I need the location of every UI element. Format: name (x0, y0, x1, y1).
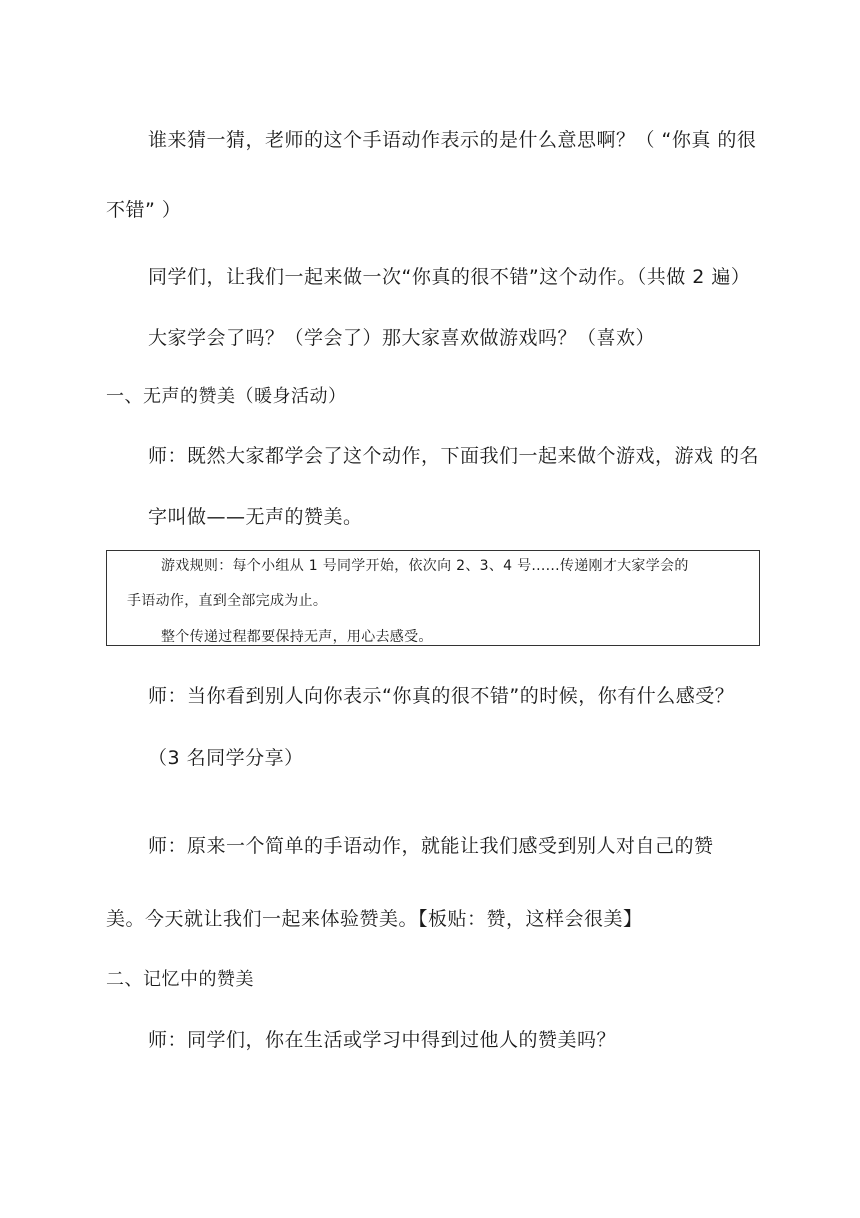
paragraph-game-intro-line2: 字叫做——无声的赞美。 (148, 506, 363, 528)
section-title-silent-praise: 一、无声的赞美（暖身活动） (106, 386, 347, 407)
paragraph-praise-line1: 师：原来一个简单的手语动作，就能让我们感受到别人对自己的赞 (148, 835, 714, 857)
paragraph-feeling-question: 师：当你看到别人向你表示“你真的很不错”的时候，你有什么感受？ (148, 685, 735, 707)
paragraph-learned: 大家学会了吗？（学会了）那大家喜欢做游戏吗？（喜欢） (148, 327, 656, 349)
game-rules-line3: 整个传递过程都要保持无声，用心去感受。 (161, 629, 433, 645)
section-title-memory-praise: 二、记忆中的赞美 (106, 969, 254, 990)
game-rules-line1: 游戏规则：每个小组从 1 号同学开始，依次向 2、3、4 号......传递刚才大家学会的 (161, 558, 689, 574)
paragraph-guess-line2: 不错” ） (106, 199, 182, 221)
paragraph-guess-line1: 谁来猜一猜，老师的这个手语动作表示的是什么意思啊？（ “你真 的很 (148, 129, 757, 151)
paragraph-praise-line2: 美。今天就让我们一起来体验赞美。【板贴：赞，这样会很美】 (106, 908, 643, 930)
game-rules-line2: 手语动作，直到全部完成为止。 (127, 593, 328, 609)
game-rules-box (106, 550, 760, 646)
paragraph-game-intro-line1: 师：既然大家都学会了这个动作，下面我们一起来做个游戏，游戏 的名 (148, 445, 760, 467)
paragraph-do-action: 同学们，让我们一起来做一次“你真的很不错”这个动作。（共做 2 遍） (148, 266, 751, 288)
paragraph-received-praise: 师：同学们，你在生活或学习中得到过他人的赞美吗？ (148, 1029, 617, 1051)
paragraph-students-share: （3 名同学分享） (148, 747, 304, 769)
